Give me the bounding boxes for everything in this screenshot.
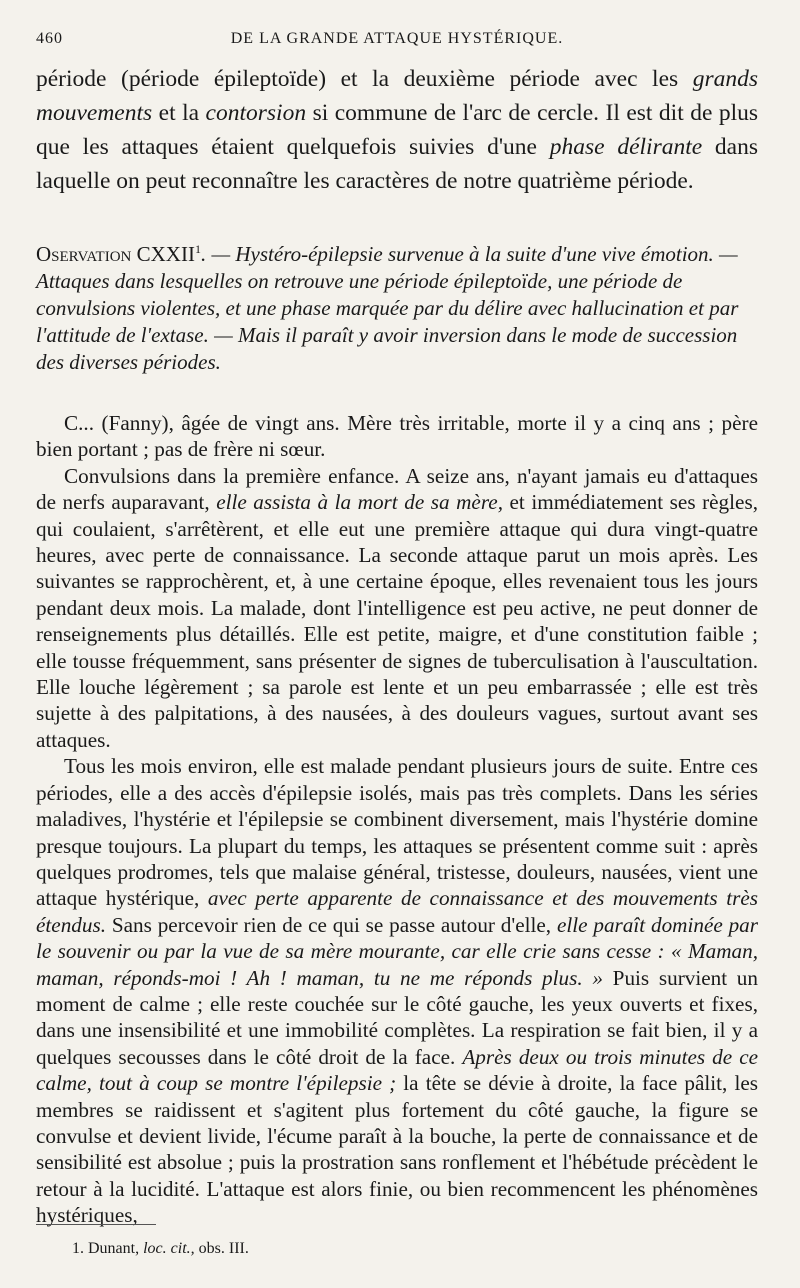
running-title: DE LA GRANDE ATTAQUE HYSTÉRIQUE. bbox=[230, 30, 564, 47]
footnote-divider bbox=[36, 1224, 156, 1225]
paragraph-1: C... (Fanny), âgée de vingt ans. Mère très irritable, morte il y a cinq ans ; père bien portant ; pas de frère ni sœur. bbox=[36, 411, 758, 462]
case-text bbox=[36, 410, 758, 1229]
footnote-marker: 1 bbox=[194, 242, 201, 256]
observation-label: Oservation CXXII bbox=[36, 242, 195, 266]
paragraph-2: Convulsions dans la première enfance. A seize ans, n'ayant jamais eu d'attaques de nerfs auparavant, elle assista à la mort de sa mère, et immédiatement ses règles, qui coulaient, s'arrêtèrent, et elle eut une première attaque qui dura vingt-quatre heures, avec perte de connaissance. La seconde attaque parut un mois après. Les suivantes se rapprochèrent, et, à une certaine époque, elles revenaient tous les jours pendant deux mois. La malade, dont l'intelligence est peu active, ne peut donner de renseignements plus détaillés. Elle est petite, maigre, et d'une constitution faible ; elle tousse fréquemment, sans présenter de signes de tuberculisation à l'auscultation. Elle louche légèrement ; sa parole est lente et un peu embarrassée ; elle est très sujette à des palpitations, à des nausées, à des douleurs vagues, surtout avant ses attaques. bbox=[36, 463, 758, 752]
intro-section bbox=[36, 62, 758, 198]
footnote: 1. Dunant, loc. cit., obs. III. bbox=[72, 1240, 249, 1257]
page-number: 460 bbox=[36, 30, 63, 47]
page-header bbox=[36, 30, 758, 48]
paragraph-3: Tous les mois environ, elle est malade pendant plusieurs jours de suite. Entre ces périodes, elle a des accès d'épilepsie isolés, mais pas très complets. Dans les séries maladives, l'hystérie et l'épilepsie se combinent diversement, mais l'hystérie domine presque toujours. La plupart du temps, les attaques se présentent comme suit : après quelques prodromes, tels que malaise général, tristesse, douleurs, nausées, vient une attaque hystérique, avec perte apparente de connaissance et des mouvements très étendus. Sans percevoir rien de ce qui se passe autour d'elle, elle paraît dominée par le souvenir ou par la vue de sa mère mourante, car elle crie sans cesse : « Maman, maman, réponds-moi ! Ah ! maman, tu ne me réponds plus. » Puis survient un moment de calme ; elle reste couchée sur le côté gauche, les yeux ouverts et fixes, dans une insensibilité et une immobilité complètes. La respiration se fait bien, il y a quelques secousses dans le côté droit de la face. Après deux ou trois minutes de ce calme, tout à coup se montre l'épilepsie ; la tête se dévie à droite, la face pâlit, les membres se raidissent et s'agitent plus fortement du côté gauche, la figure se convulse et devient livide, l'écume paraît à la bouche, la perte de connaissance et de sensibilité est absolue ; puis la prostration sans ronflement et l'hébétude précèdent le retour à la lucidité. L'attaque est alors finie, ou bien recommencent les phénomènes hystériques, bbox=[36, 754, 759, 1228]
observation-heading bbox=[36, 236, 758, 376]
observation-title: . — Hystéro-épilepsie survenue à la suite d'une vive émotion. — Attaques dans lesquelles on retrouve une période épileptoïde, une période de convulsions violentes, et une phase marquée par du délire avec hallucination et par l'attitude de l'extase. — Mais il paraît y avoir inversion dans le mode de succession des diverses périodes. bbox=[36, 242, 739, 374]
intro-paragraph: période (période épileptoïde) et la deuxième période avec les grands mouvements et la contorsion si commune de l'arc de cercle. Il est dit de plus que les attaques étaient quelquefois suivies d'une phase délirante dans laquelle on peut reconnaître les caractères de notre quatrième période. bbox=[36, 66, 759, 194]
